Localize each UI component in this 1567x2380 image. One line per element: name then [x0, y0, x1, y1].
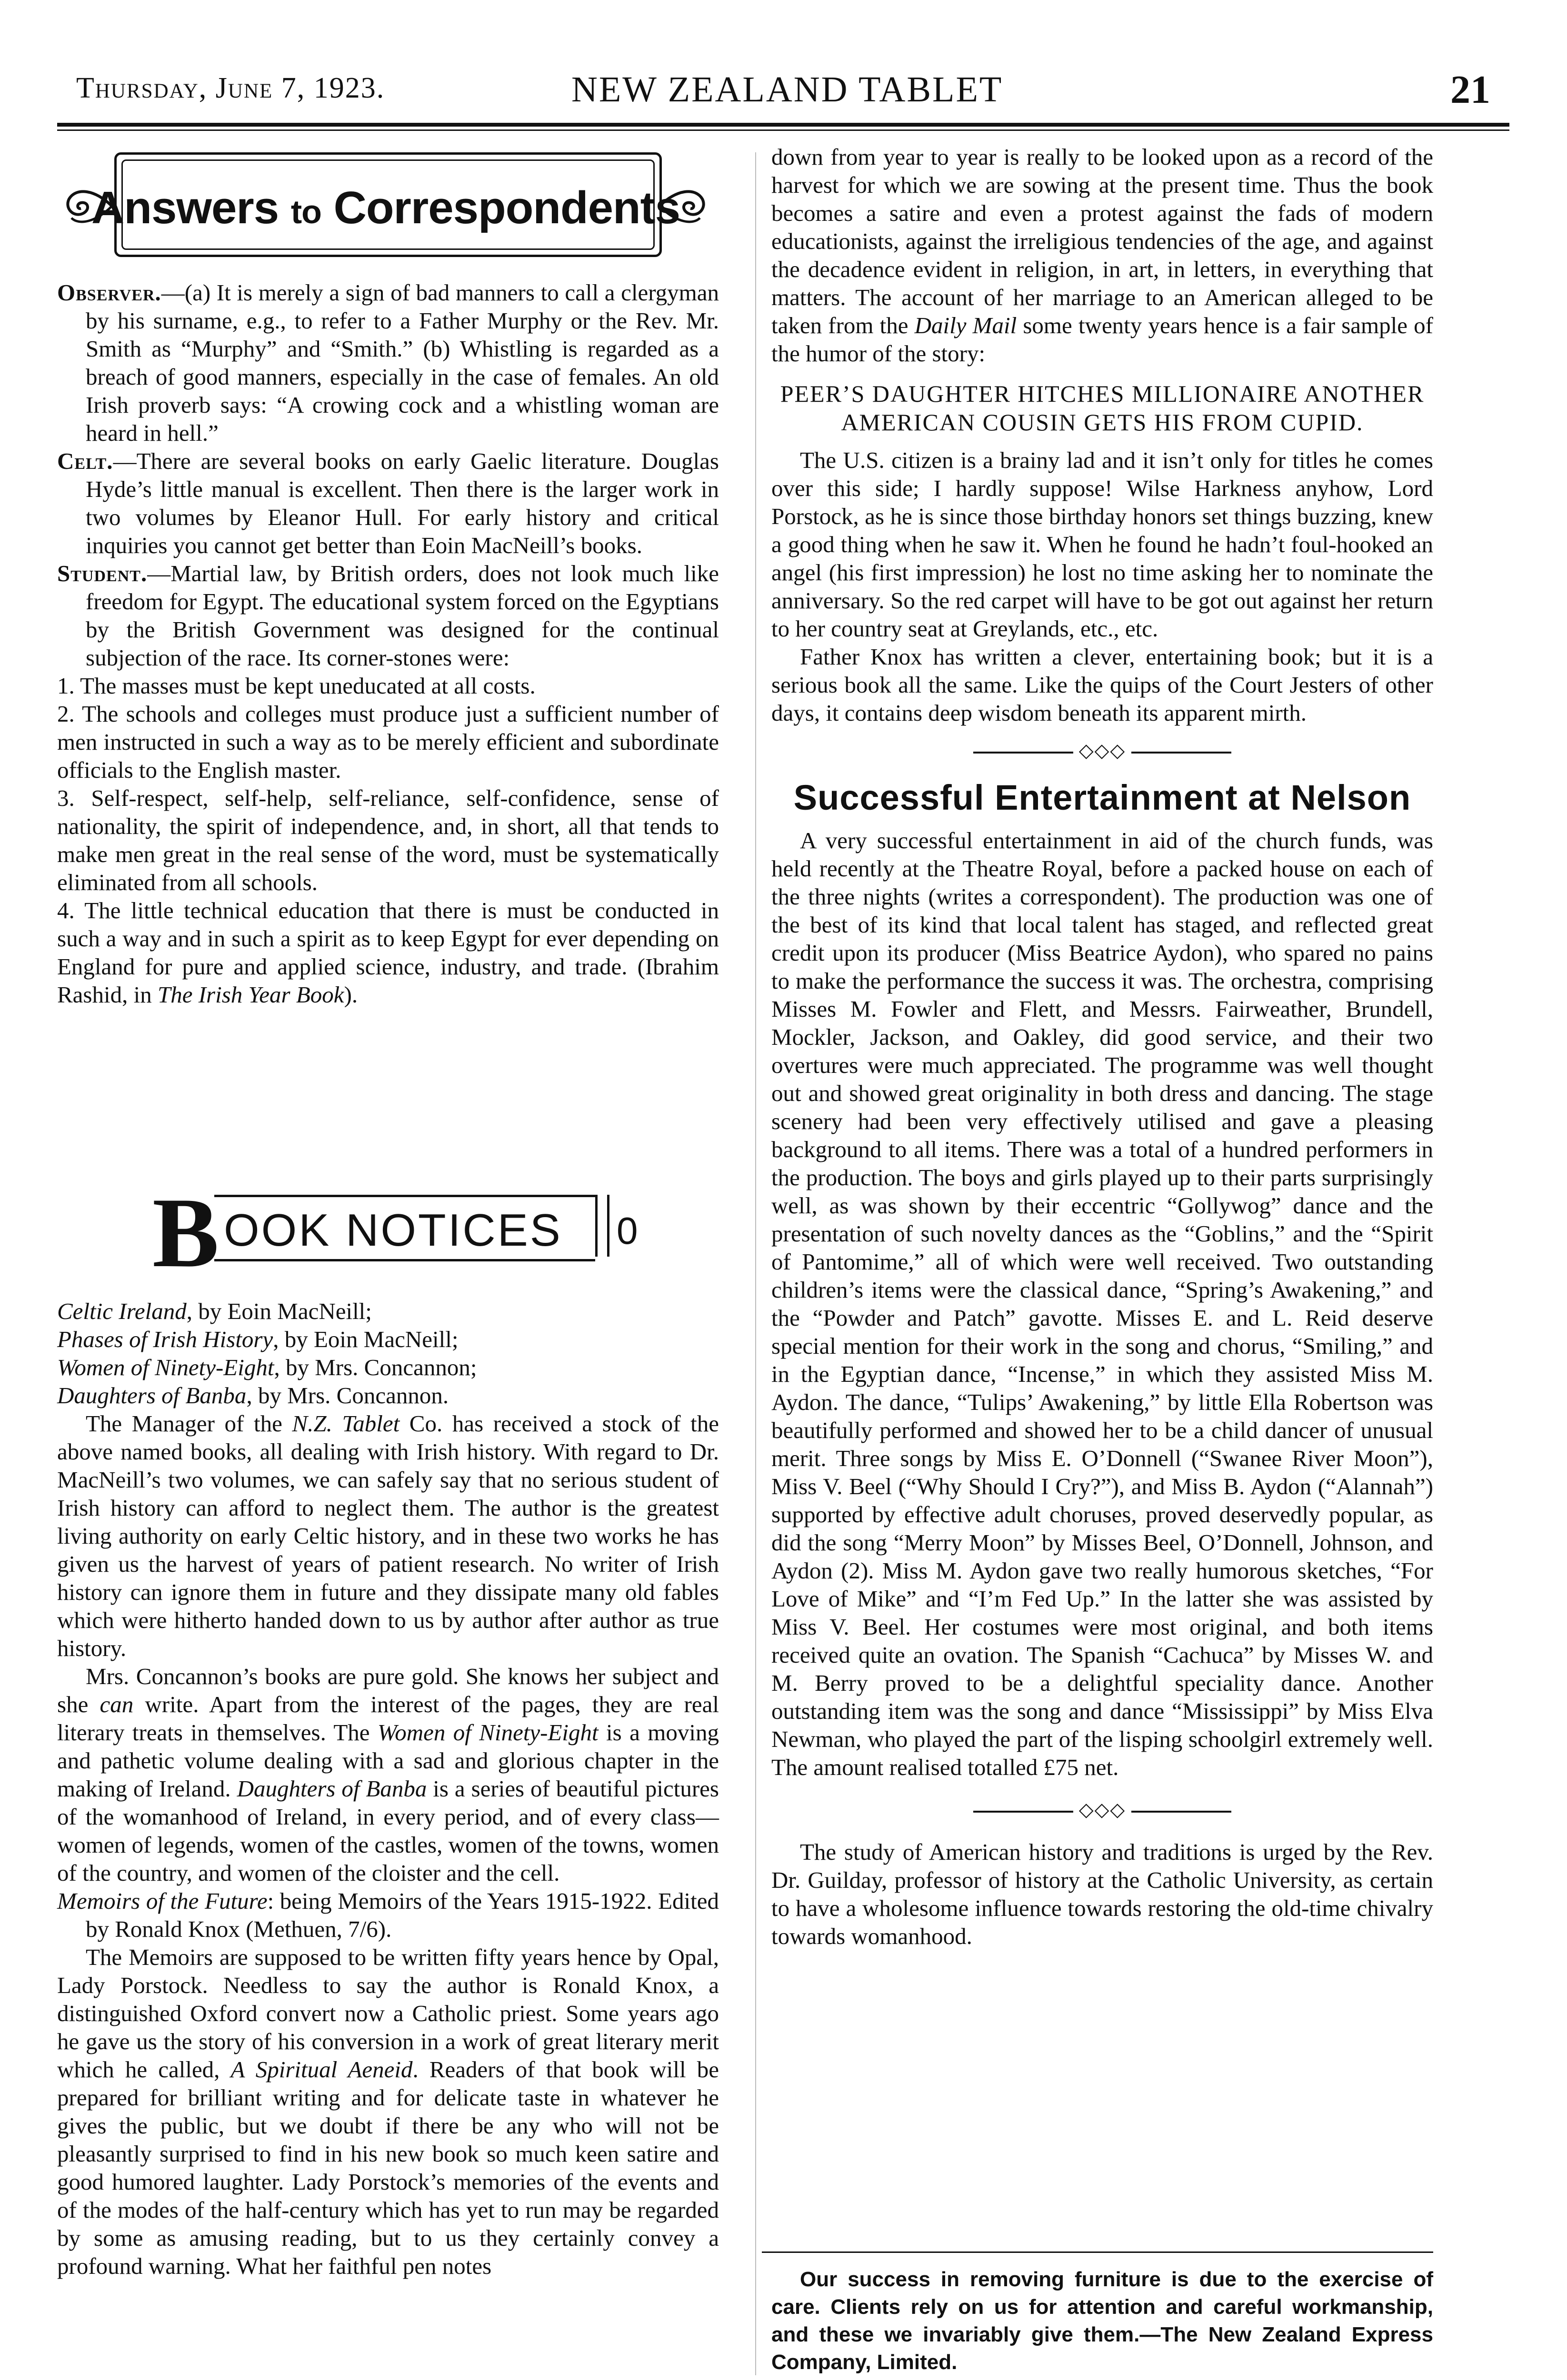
list-item: 4. The little technical education that there is must be conducted in such a way and in such a spirit as to keep Egypt for ever depending on England for pure and applied science, industry, and trade. (Ibrahim Rashid, in The Irish Year Book). [57, 897, 719, 1008]
book-title-line: Daughters of Banba, by Mrs. Concannon. [57, 1382, 449, 1408]
drop-initial: B [152, 1178, 220, 1288]
paragraph: The Manager of the N.Z. Tablet Co. has received a stock of the above named books, all dealing with Irish history. With regard to Dr. MacNeill’s two volumes, we can safely say that no serious student of Irish history can afford to neglect them. The author is the greatest living authority on early Celtic history, and in these two works he has given us the harvest of years of patient research. No writer of Irish history can ignore them in future and they dissipate many old fables which were hitherto handed down to us by author after author as true history. [57, 1410, 719, 1661]
paragraph: The study of American history and traditions is urged by the Rev. Dr. Guilday, professor of history at the Catholic University, as certain to have a wholesome influence towards restoring the old-time chivalry towards womanhood. [771, 1839, 1433, 1949]
book-notices-column [57, 1297, 719, 2280]
list-item: 2. The schools and colleges must produce just a sufficient number of men instructed in such a way as to be merely efficient and subordinate officials to the English master. [57, 701, 719, 783]
page-number: 21 [1450, 68, 1490, 112]
paragraph: A very successful entertainment in aid of the church funds, was held recently at the Theatre Royal, before a packed house on each of the three nights (writes a correspondent). The production was one of the best of its kind that local talent has staged, and reflected great credit upon its producer (Miss Beatrice Aydon), who spared no pains to make the performance the success it was. The orchestra, comprising Misses M. Fowler and Flett, and Messrs. Fairweather, Brundell, Mockler, Jackson, and Oakley, did good service, and their two overtures were much appreciated. The programme was well thought out and showed great originality in both dress and dancing. The stage scenery had been very effectively utilised and gave a pleasing background to all items. There was a total of a hundred performers in the production. The boys and girls played up to their parts surprisingly well, as was shown by their eccentric “Gollywog” dance and the presentation of such novelty dances as the “Goblins,” and the “Spirit of Pantomime,” all of which were well received. Two outstanding children’s items were the classical dance, “Spring’s Awakening,” and the “Powder and Patch” gavotte. Misses E. and L. Reid deserve special mention for their work in the song and chorus, “Smiling,” and in the Egyptian dance, “Incense,” in which they assisted Miss M. Aydon. The dance, “Tulips’ Awakening,” by little Ella Robertson was beautifully performed and showed her to be a child dancer of unusual merit. Three songs by Miss E. O’Donnell (“Swanee River Moon”), Miss V. Beel (“Why Should I Cry?”), and Miss B. Aydon (“Alannah”) supported by effective adult choruses, proved deservedly popular, as did the song “Merry Moon” by Misses Beel, O’Donnell, Johnson, and Aydon (2). Miss M. Aydon gave two really humorous sketches, “For Love of Mike” and “I’m Fed Up.” In the latter she was assisted by Miss V. Beel. Her costumes were most original, and both items received quite an ovation. The Spanish “Cachuca” by Misses W. and M. Berry proved to be a delightful speciality dance. Another outstanding item was the song and dance “Mississippi” by Miss Elva Newman, who played the part of the lisping schoolgirl extremely well. The amount realised totalled £75 net. [771, 827, 1433, 1780]
header-rule-thin [57, 129, 1509, 131]
page-header [57, 55, 1509, 126]
answers-banner [62, 152, 709, 262]
publication-title: NEW ZEALAND TABLET [571, 69, 1003, 109]
express-notice [771, 2266, 1433, 2376]
paragraph: down from year to year is really to be looked upon as a record of the harvest for which we are sowing at the present time. Thus the book becomes a satire and even a protest against the fads of modern educationists, against the irreligious tendencies of the age, and against the decadence evident in religion, in art, in letters, in everything that matters. The account of her marriage to an American alleged to be taken from the Daily Mail some twenty years hence is a fair sample of the humor of the story: [771, 144, 1433, 367]
notice-rule [762, 2251, 1433, 2253]
book-title-line: Women of Ninety-Eight, by Mrs. Concannon; [57, 1354, 477, 1380]
column-divider [755, 152, 756, 2375]
answer-entry: Celt.—There are several books on early Gaelic literature. Douglas Hyde’s little manual is excellent. Then there is the larger work in two volumes by Eleanor Hull. For early history and critical inquiries you cannot get better than Eoin MacNeill’s books. [57, 448, 719, 558]
book-title-line: Celtic Ireland, by Eoin MacNeill; [57, 1298, 372, 1324]
section-divider: ◇◇◇ [771, 736, 1433, 764]
heading-ornament: 0 [617, 1210, 638, 1252]
list-item: 1. The masses must be kept uneducated at all costs. [57, 673, 536, 699]
section-title-book-notices: OOK NOTICES [224, 1205, 562, 1256]
issue-date: Thursday, June 7, 1923. [76, 72, 385, 104]
book-title-line: Memoirs of the Future: being Memoirs of the Years 1915-1922. Edited by Ronald Knox (Methuen, 7/6). [57, 1888, 719, 1942]
paragraph: Our success in removing furniture is due to the exercise of care. Clients rely on us for attention and careful workmanship, and these we invariably give them.—The New Zealand Express Company, Limited. [771, 2268, 1433, 2374]
paragraph: The U.S. citizen is a brainy lad and it isn’t only for titles he comes over this side; I hardly suppose! Wilse Harkness anyhow, Lord Porstock, as he is since those birthday honors set things buzzing, knew a good thing when he saw it. When he found he hadn’t foul-hooked an angel (his first impression) he lost no time asking her to nominate the anniversary. So the red carpet will have to be got out against her return to her country seat at Greylands, etc., etc. [771, 447, 1433, 642]
section-title-nelson: Successful Entertainment at Nelson [793, 778, 1411, 817]
story-subheading: PEER’S DAUGHTER HITCHES MILLIONAIRE ANOTHER AMERICAN COUSIN GETS HIS FROM CUPID. [780, 380, 1425, 436]
section-divider: ◇◇◇ [771, 1795, 1433, 1824]
heading-frame-tail [595, 1195, 609, 1257]
scroll-ornament-icon [657, 185, 709, 228]
book-title-line: Phases of Irish History, by Eoin MacNeill; [57, 1326, 459, 1352]
answers-column [57, 278, 719, 1009]
book-notices-heading [152, 1178, 638, 1288]
right-column [771, 143, 1433, 1950]
paragraph: The Memoirs are supposed to be written fifty years hence by Opal, Lady Porstock. Needless to say the author is Ronald Knox, a distinguished Oxford convert now a Catholic priest. Some years ago he gave us the story of his conversion in a work of great literary merit which he called, A Spiritual Aeneid. Readers of that book will be prepared for brilliant writing and for delicate taste in whatever he gives the public, but we doubt if there be any who will not be pleasantly surprised to find in his new book so much keen satire and good humored laughter. Lady Porstock’s memories of the events and of the modes of the half-century which has yet to run may be regarded by some as amusing reading, but to us they certainly convey a profound warning. What her faithful pen notes [57, 1944, 719, 2279]
answer-entry: Student.—Martial law, by British orders, does not look much like freedom for Egypt. The educational system forced on the Egyptians by the British Government was designed for the continual subjection of the race. Its corner-stones were: [57, 560, 719, 671]
header-rule [57, 123, 1509, 127]
answer-entry: Observer.—(a) It is merely a sign of bad manners to call a clergyman by his surname, e.g., to refer to a Father Murphy or the Rev. Mr. Smith as “Murphy” and “Smith.” (b) Whistling is regarded as a breach of good manners, especially in the case of females. An old Irish proverb says: “A crowing cock and a whistling woman are heard in hell.” [57, 279, 719, 446]
paragraph: Father Knox has written a clever, entertaining book; but it is a serious book all the same. Like the quips of the Court Jesters of other days, it contains deep wisdom beneath its apparent mirth. [771, 644, 1433, 726]
paragraph: Mrs. Concannon’s books are pure gold. She knows her subject and she can write. Apart from the interest of the pages, they are real literary treats in themselves. The Women of Ninety-Eight is a moving and pathetic volume dealing with a sad and glorious chapter in the making of Ireland. Daughters of Banba is a series of beautiful pictures of the womanhood of Ireland, in every period, and of every class—women of legends, women of the castles, women of the towns, women of the country, and women of the cloister and the cell. [57, 1663, 719, 1886]
section-title-answers: Answers to Correspondents [91, 182, 680, 233]
list-item: 3. Self-respect, self-help, self-reliance, self-confidence, sense of nationality, the spirit of independence, and, in short, all that tends to make men great in the real sense of the word, must be systematically eliminated from all schools. [57, 785, 719, 895]
